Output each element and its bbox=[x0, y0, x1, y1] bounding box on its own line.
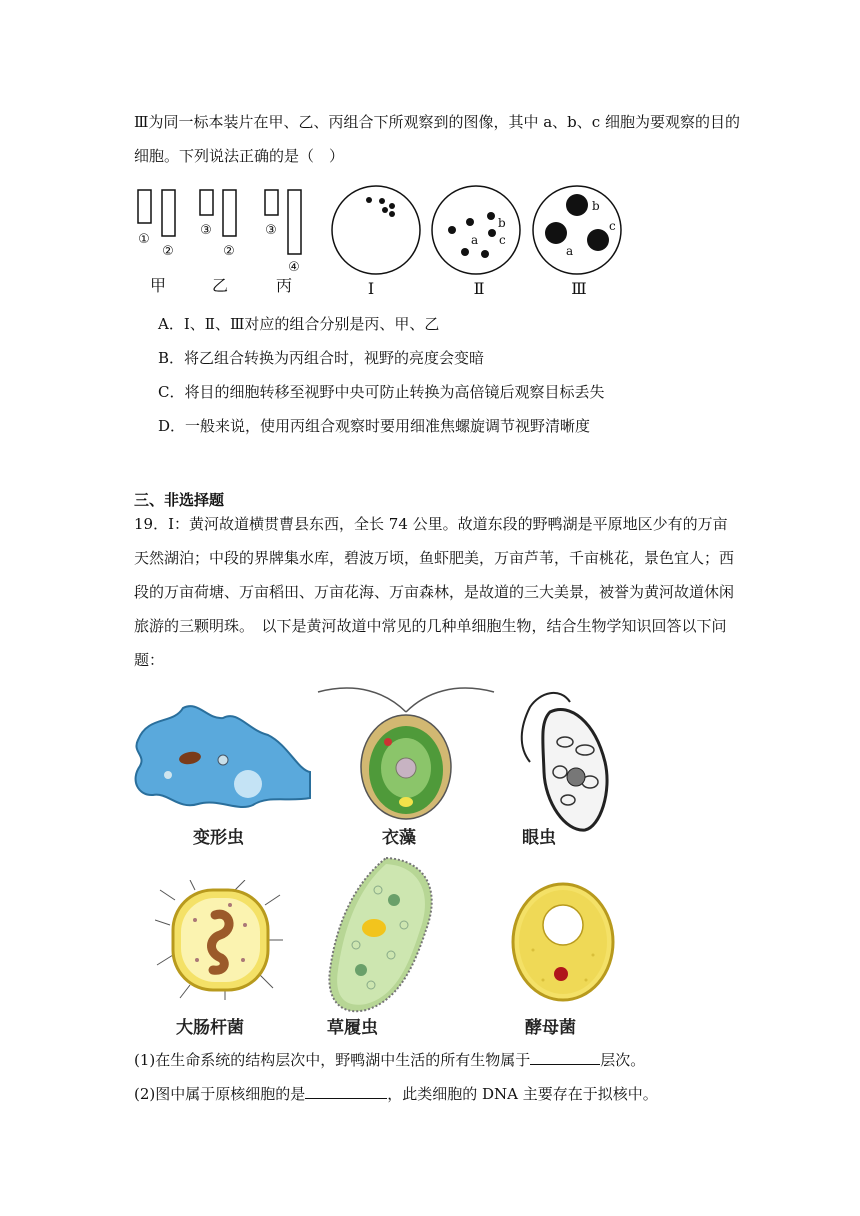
q19-line: 旅游的三颗明珠。 以下是黄河故道中常见的几种单细胞生物，结合生物学知识回答以下问 bbox=[134, 617, 727, 635]
organism-label: 大肠杆菌 bbox=[176, 1018, 244, 1038]
q19-sub1-text: (1)在生命系统的结构层次中，野鸭湖中生活的所有生物属于 bbox=[134, 1051, 531, 1069]
lens-mark: ② bbox=[223, 244, 235, 259]
cell-label-c: c bbox=[609, 219, 616, 233]
q19-sub1-suffix: 层次。 bbox=[600, 1051, 646, 1069]
chlamydomonas-illustration bbox=[316, 682, 496, 822]
q19-sub1 bbox=[134, 1048, 645, 1070]
view-label-2: Ⅱ bbox=[473, 279, 485, 298]
q19-sub2-suffix: ，此类细胞的 DNA 主要存在于拟核中。 bbox=[387, 1085, 658, 1103]
q19-sub2-text: (2)图中属于原核细胞的是 bbox=[134, 1085, 306, 1103]
lens-mark: ① bbox=[138, 232, 150, 247]
answer-blank[interactable] bbox=[305, 1082, 387, 1099]
view-label-1: Ⅰ bbox=[367, 279, 375, 298]
q18-stem-line1: Ⅲ为同一标本装片在甲、乙、丙组合下所观察到的图像，其中 a、b、c 细胞为要观察的目的 bbox=[134, 113, 740, 131]
group-label-bing: 丙 bbox=[275, 276, 293, 295]
view-label-3: Ⅲ bbox=[571, 279, 587, 298]
cell-label-b: b bbox=[498, 216, 506, 230]
organism-label: 眼虫 bbox=[522, 828, 556, 848]
amoeba-illustration bbox=[128, 700, 313, 815]
organism-label: 草履虫 bbox=[327, 1018, 378, 1038]
q19-line: 19．Ⅰ：黄河故道横贯曹县东西，全长 74 公里。故道东段的野鸭湖是平原地区少有的万亩 bbox=[134, 515, 728, 533]
q18-stem-line2: 细胞。下列说法正确的是（ ） bbox=[134, 147, 345, 165]
organism-label: 酵母菌 bbox=[525, 1018, 576, 1038]
option-d: D．一般来说，使用丙组合观察时要用细准焦螺旋调节视野清晰度 bbox=[158, 417, 591, 435]
organism-label: 衣藻 bbox=[382, 828, 416, 848]
cell-label-a: a bbox=[566, 244, 574, 258]
lens-mark: ④ bbox=[288, 260, 300, 275]
q19-sub2 bbox=[134, 1082, 658, 1104]
option-b: B．将乙组合转换为丙组合时，视野的亮度会变暗 bbox=[158, 349, 485, 367]
q19-line: 天然湖泊；中段的界牌集水库，碧波万顷，鱼虾肥美，万亩芦苇，千亩桃花，景色宜人；西 bbox=[134, 549, 735, 567]
lens-mark: ② bbox=[162, 244, 174, 259]
euglena-illustration bbox=[510, 682, 630, 832]
option-c: C．将目的细胞转移至视野中央可防止转换为高倍镜后观察目标丢失 bbox=[158, 383, 605, 401]
group-label-yi: 乙 bbox=[211, 276, 229, 295]
option-a: A．Ⅰ、Ⅱ、Ⅲ对应的组合分别是丙、甲、乙 bbox=[158, 315, 440, 333]
paramecium-illustration bbox=[316, 850, 446, 1020]
lens-mark: ③ bbox=[265, 223, 277, 238]
organism-label: 变形虫 bbox=[193, 828, 244, 848]
group-label-jia: 甲 bbox=[149, 276, 167, 295]
section-title: 三、非选择题 bbox=[134, 491, 225, 509]
q19-line: 段的万亩荷塘、万亩稻田、万亩花海、万亩森林，是故道的三大美景，被誉为黄河故道休闲 bbox=[134, 583, 735, 601]
microscope-figure bbox=[130, 180, 630, 300]
yeast-illustration bbox=[508, 880, 618, 1005]
cell-label-a: a bbox=[471, 233, 479, 247]
lens-mark: ③ bbox=[200, 223, 212, 238]
answer-blank[interactable] bbox=[530, 1048, 600, 1065]
cell-label-c: c bbox=[499, 233, 506, 247]
q19-line: 题： bbox=[134, 651, 165, 669]
e-coli-illustration bbox=[155, 880, 285, 1000]
cell-label-b: b bbox=[592, 199, 600, 213]
